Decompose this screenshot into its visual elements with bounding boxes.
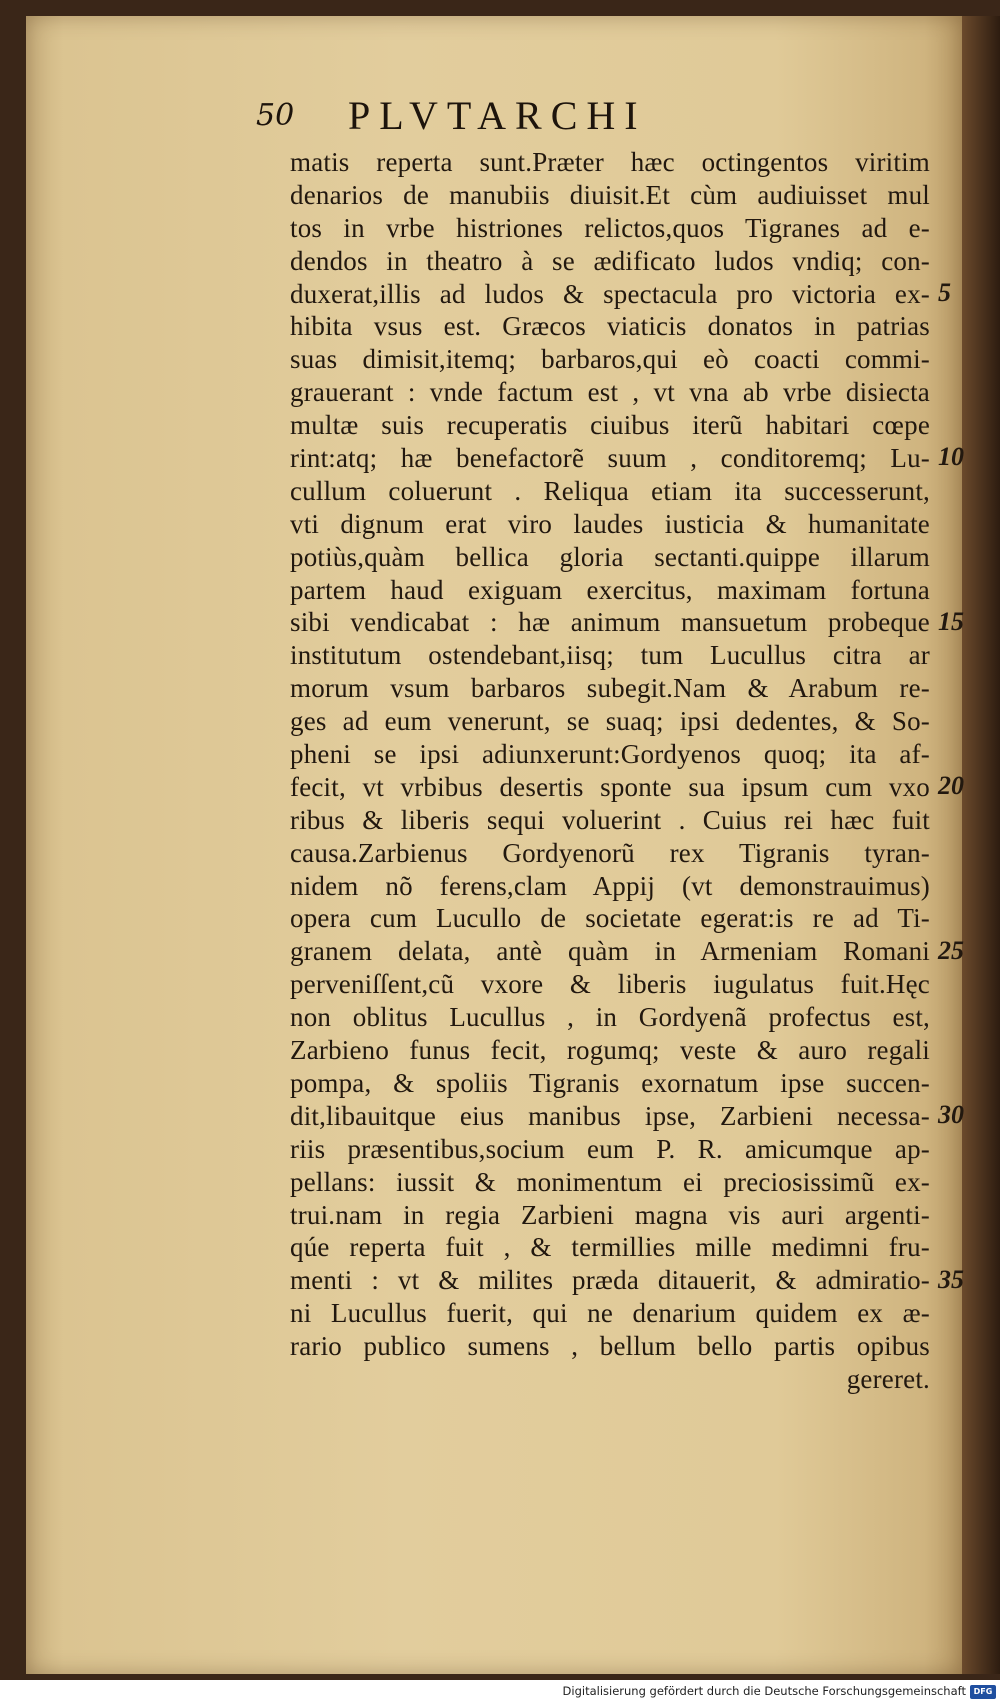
funding-credit: Digitalisierung gefördert durch die Deutsche Forschungsgemeinschaft bbox=[562, 1684, 966, 1698]
text-line: granem delata, antè quàm in Armeniam Romani bbox=[290, 936, 930, 967]
text-line: causa.Zarbienus Gordyenorũ rex Tigranis tyran- bbox=[290, 837, 930, 868]
page-header bbox=[256, 92, 836, 144]
text-line: dit,libauitque eius manibus ipse, Zarbieni necessa- bbox=[290, 1100, 930, 1131]
text-line: potiùs,quàm bellica gloria sectanti.quippe illarum bbox=[290, 541, 930, 572]
margin-line-number: 25 bbox=[938, 935, 964, 965]
text-line: denarios de manubiis diuisit.Et cùm audiuisset mul bbox=[290, 179, 930, 210]
text-line: cullum coluerunt . Reliqua etiam ita successerunt, bbox=[290, 475, 930, 506]
text-line: hibita vsus est. Græcos viaticis donatos in patrias bbox=[290, 311, 930, 342]
running-title: PLVTARCHI bbox=[348, 93, 647, 138]
margin-line-number: 20 bbox=[938, 771, 964, 801]
text-line: ni Lucullus fuerit, qui ne denarium quidem ex æ- bbox=[290, 1298, 930, 1329]
text-line: ribus & liberis sequi voluerint . Cuius rei hæc fuit bbox=[290, 804, 930, 835]
text-line: ges ad eum venerunt, se suaq; ipsi dedentes, & So- bbox=[290, 706, 930, 737]
text-line: matis reperta sunt.Præter hæc octingentos viritim bbox=[290, 147, 930, 177]
text-line: rario publico sumens , bellum bello partis opibus bbox=[290, 1331, 930, 1362]
text-line: institutum ostendebant,iisq; tum Lucullus citra ar bbox=[290, 640, 930, 671]
text-line: tos in vrbe histriones relictos,quos Tigranes ad e- bbox=[290, 212, 930, 243]
text-line: riis præsentibus,socium eum P. R. amicumque ap- bbox=[290, 1133, 930, 1164]
margin-line-number: 35 bbox=[938, 1264, 964, 1294]
text-line: rint:atq; hæ benefactorẽ suum , conditoremq; Lu- bbox=[290, 443, 930, 474]
margin-line-number: 30 bbox=[938, 1100, 964, 1130]
text-line: dendos in theatro à se ædificato ludos vndiq; con- bbox=[290, 245, 930, 276]
text-line: menti : vt & milites præda ditauerit, & admiratio- bbox=[290, 1265, 930, 1296]
text-line: pompa, & spoliis Tigranis exornatum ipse succen- bbox=[290, 1067, 930, 1098]
text-line: sibi vendicabat : hæ animum mansuetum probeque bbox=[290, 607, 930, 638]
text-line: trui.nam in regia Zarbieni magna vis auri argenti- bbox=[290, 1199, 930, 1230]
margin-line-number: 15 bbox=[938, 606, 964, 636]
page-number: 50 bbox=[256, 98, 295, 133]
text-line: qúe reperta fuit , & termillies mille medimni fru- bbox=[290, 1232, 930, 1263]
margin-line-number: 5 bbox=[938, 277, 951, 307]
dfg-logo: DFG bbox=[970, 1685, 996, 1699]
text-line: partem haud exiguam exercitus, maximam fortuna bbox=[290, 574, 930, 605]
text-line: perveniſſent,cũ vxore & liberis iugulatus fuit.Hęc bbox=[290, 969, 930, 1000]
text-line: non oblitus Lucullus , in Gordyenã profectus est, bbox=[290, 1002, 930, 1033]
text-line: nidem nõ ferens,clam Appij (vt demonstrauimus) bbox=[290, 870, 930, 901]
body-text bbox=[290, 146, 930, 1396]
text-line: morum vsum barbaros subegit.Nam & Arabum re- bbox=[290, 673, 930, 704]
text-line: vti dignum erat viro laudes iusticia & humanitate bbox=[290, 508, 930, 539]
book-gutter bbox=[962, 16, 1000, 1674]
text-line: duxerat,illis ad ludos & spectacula pro victoria ex- bbox=[290, 278, 930, 309]
text-line: fecit, vt vrbibus desertis sponte sua ipsum cum vxo bbox=[290, 771, 930, 802]
text-line: pheni se ipsi adiunxerunt:Gordyenos quoq; ita af- bbox=[290, 739, 930, 770]
text-line: gereret. bbox=[846, 1363, 930, 1394]
text-line: pellans: iussit & monimentum ei preciosissimũ ex- bbox=[290, 1166, 930, 1197]
margin-line-number: 10 bbox=[938, 442, 964, 472]
text-line: Zarbieno funus fecit, rogumq; veste & auro regali bbox=[290, 1035, 930, 1066]
footer-bar bbox=[0, 1682, 1000, 1703]
text-line: multæ suis recuperatis ciuibus iterũ habitari cœpe bbox=[290, 410, 930, 441]
text-line: opera cum Lucullo de societate egerat:is re ad Ti- bbox=[290, 903, 930, 934]
text-line: grauerant : vnde factum est , vt vna ab vrbe disiecta bbox=[290, 377, 930, 408]
text-line: suas dimisit,itemq; barbaros,qui eò coacti commi- bbox=[290, 344, 930, 375]
